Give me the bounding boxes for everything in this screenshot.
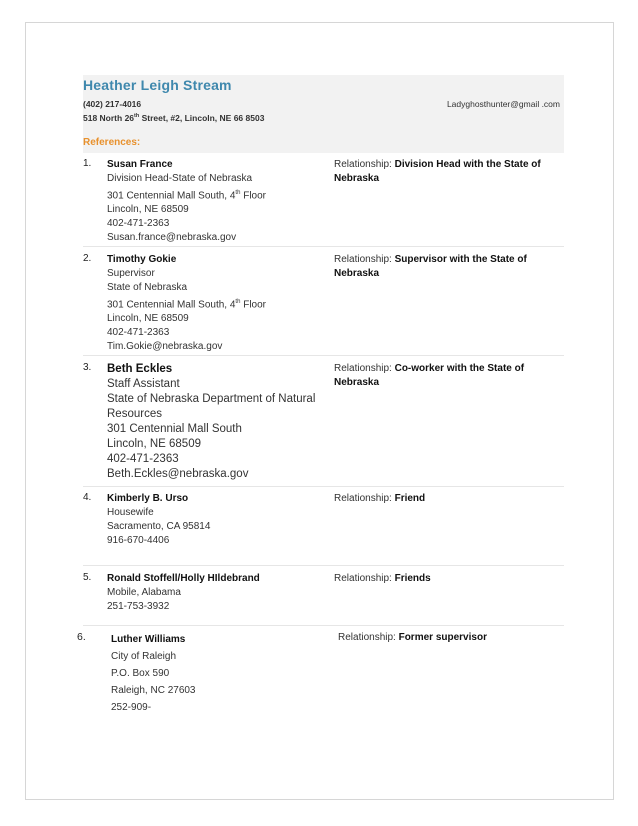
reference-number: 6. [77, 631, 86, 643]
person-name: Heather Leigh Stream [83, 77, 232, 93]
row-divider [83, 625, 564, 626]
reference-line: 402-471-2363 [107, 327, 170, 339]
reference-line: Raleigh, NC 27603 [111, 685, 196, 696]
reference-email[interactable]: Tim.Gokie@nebraska.gov [107, 341, 223, 353]
reference-line: State of Nebraska Department of Natural [107, 393, 316, 405]
reference-line: Lincoln, NE 68509 [107, 438, 201, 450]
reference-line: Supervisor [107, 268, 155, 279]
reference-email[interactable]: Susan.france@nebraska.gov [107, 232, 237, 244]
reference-relationship: Relationship: Friends [334, 573, 431, 584]
reference-relationship: Relationship: Friend [334, 493, 426, 504]
reference-line: Lincoln, NE 68509 [107, 204, 189, 216]
reference-relationship: Relationship: Supervisor with the State of Nebraska [334, 254, 527, 279]
reference-number: 2. [83, 253, 92, 264]
row-divider [83, 565, 564, 566]
reference-number: 3. [83, 362, 92, 373]
reference-line: 252-909- [111, 702, 152, 713]
person-phone: (402) 217-4016 [83, 99, 142, 109]
reference-name: Ronald Stoffell/Holly HIldebrand [107, 573, 260, 584]
reference-details [111, 631, 196, 716]
reference-relationship: Relationship: Co-worker with the State of Nebraska [334, 363, 525, 388]
reference-name: Susan France [107, 159, 173, 170]
reference-details [107, 572, 260, 614]
reference-number: 4. [83, 492, 92, 503]
reference-line: 301 Centennial Mall South [107, 423, 242, 435]
reference-line: Mobile, Alabama [107, 587, 181, 598]
reference-line: 251-753-3932 [107, 601, 170, 612]
reference-line: Sacramento, CA 95814 [107, 521, 211, 532]
reference-number: 1. [83, 158, 92, 169]
reference-line: Staff Assistant [107, 378, 180, 390]
reference-address: 301 Centennial Mall South, 4th Floor [107, 299, 266, 311]
reference-name: Beth Eckles [107, 363, 173, 375]
reference-line: State of Nebraska [107, 282, 188, 293]
person-address: 518 North 26th Street, #2, Lincoln, NE 66 8503 [83, 113, 265, 123]
reference-line: Lincoln, NE 68509 [107, 313, 189, 325]
reference-name: Timothy Gokie [107, 254, 177, 265]
row-divider [83, 355, 564, 356]
references-title: References: [83, 137, 141, 148]
reference-details [107, 492, 210, 548]
reference-line: P.O. Box 590 [111, 668, 170, 679]
resume-header [83, 75, 564, 153]
reference-number: 5. [83, 572, 92, 583]
reference-relationship: Relationship: Former supervisor [338, 632, 487, 643]
reference-details [107, 158, 266, 245]
reference-details [107, 362, 315, 482]
reference-name: Kimberly B. Urso [107, 493, 189, 504]
reference-line: 402-471-2363 [107, 218, 170, 230]
reference-line: 402-471-2363 [107, 453, 179, 465]
row-divider [83, 486, 564, 487]
reference-email[interactable]: Beth.Eckles@nebraska.gov [107, 468, 249, 480]
reference-relationship: Relationship: Division Head with the State of Nebraska [334, 159, 541, 184]
reference-name: Luther Williams [111, 634, 186, 645]
reference-address: 301 Centennial Mall South, 4th Floor [107, 190, 266, 202]
row-divider [83, 246, 564, 247]
reference-line: Resources [107, 408, 162, 420]
reference-line: City of Raleigh [111, 651, 177, 662]
person-email[interactable]: Ladyghosthunter@gmail .com [446, 99, 560, 109]
reference-details [107, 253, 266, 354]
reference-line: Division Head-State of Nebraska [107, 173, 253, 184]
reference-line: Housewife [107, 507, 154, 518]
reference-line: 916-670-4406 [107, 535, 170, 546]
